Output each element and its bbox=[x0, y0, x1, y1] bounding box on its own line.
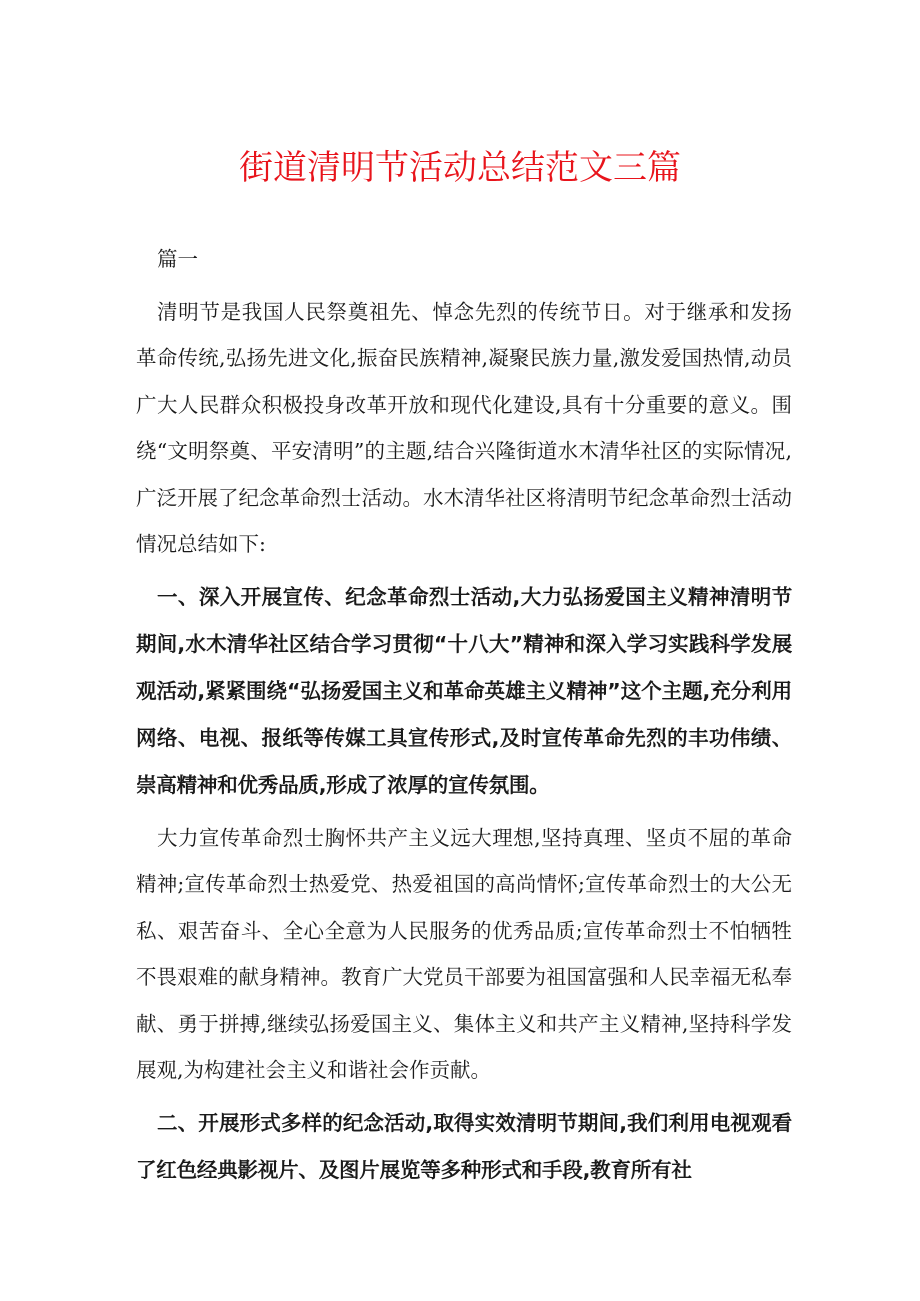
paragraph-intro: 清明节是我国人民祭奠祖先、悼念先烈的传统节日。对于继承和发扬革命传统,弘扬先进文化,振奋民族精神,凝聚民族力量,激发爱国热情,动员广大人民群众积极投身改革开放和现代化建设,具有十分重要的意义。围绕“文明祭奠、平安清明”的主题,结合兴隆街道水木清华社区的实际情况,广泛开展了纪念革命烈士活动。水木清华社区将清明节纪念革命烈士活动情况总结如下: bbox=[136, 299, 792, 556]
document-body bbox=[136, 236, 792, 1194]
heading-paragraph-1: 一、深入开展宣传、纪念革命烈士活动,大力弘扬爱国主义精神清明节期间,水木清华社区结合学习贯彻“十八大”精神和深入学习实践科学发展观活动,紧紧围绕“弘扬爱国主义和革命英雄主义精神”这个主题,充分利用网络、电视、报纸等传媒工具宣传形式,及时宣传革命先烈的丰功伟绩、崇高精神和优秀品质,形成了浓厚的宣传氛围。 bbox=[136, 584, 792, 797]
document-title: 街道清明节活动总结范文三篇 bbox=[239, 148, 681, 188]
heading-paragraph-2: 二、开展形式多样的纪念活动,取得实效清明节期间,我们利用电视观看了红色经典影视片、及图片展览等多种形式和手段,教育所有社 bbox=[136, 1110, 792, 1182]
paragraph-publicity: 大力宣传革命烈士胸怀共产主义远大理想,坚持真理、坚贞不屈的革命精神;宣传革命烈士热爱党、热爱祖国的高尚情怀;宣传革命烈士的大公无私、艰苦奋斗、全心全意为人民服务的优秀品质;宣传革命烈士不怕牺牲不畏艰难的献身精神。教育广大党员干部要为祖国富强和人民幸福无私奉献、勇于拼搏,继续弘扬爱国主义、集体主义和共产主义精神,坚持科学发展观,为构建社会主义和谐社会作贡献。 bbox=[136, 825, 792, 1082]
section-label: 篇一 bbox=[157, 247, 198, 271]
